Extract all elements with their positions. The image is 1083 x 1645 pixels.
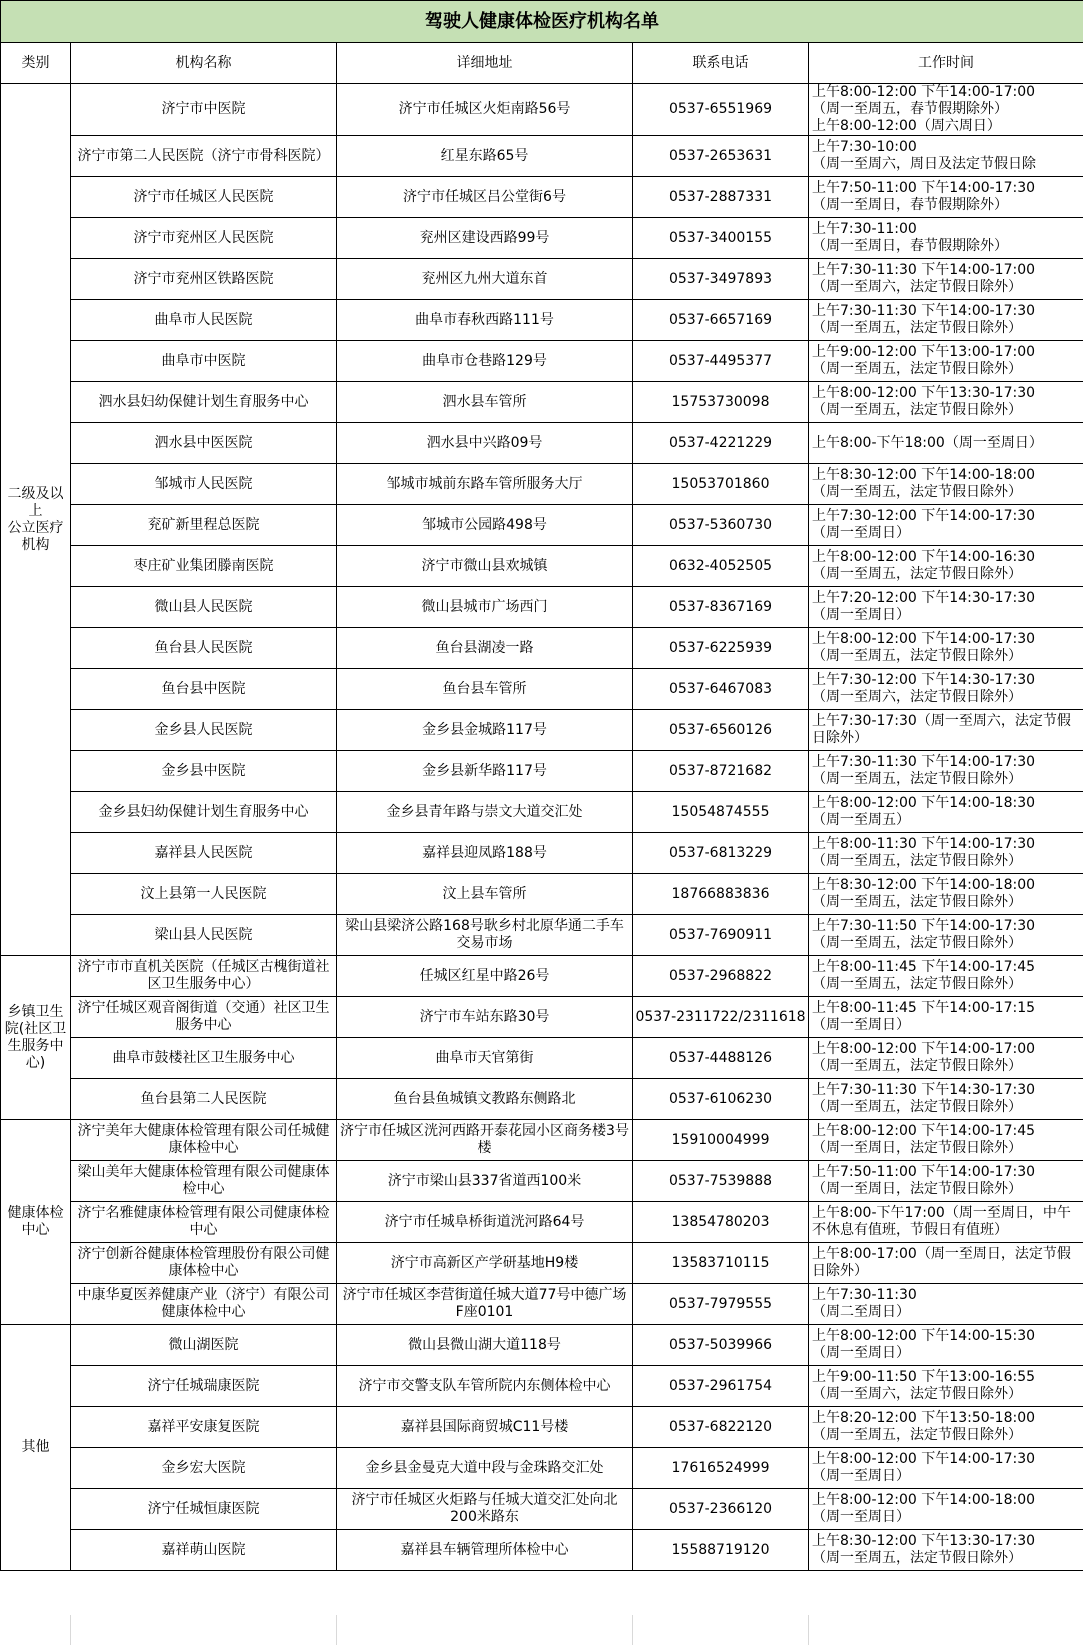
institution-name-cell: 微山县人民医院 [71, 587, 337, 628]
institution-name-cell: 济宁市兖州区铁路医院 [71, 259, 337, 300]
institution-name-cell: 兖矿新里程总医院 [71, 505, 337, 546]
phone-cell: 0537-7979555 [633, 1284, 809, 1325]
hours-cell: 上午8:00-下午18:00（周一至周日） [809, 423, 1083, 464]
table-row [1, 1530, 1083, 1571]
address-cell: 济宁市任城阜桥街道洸河路64号 [337, 1202, 633, 1243]
table-row [1, 874, 1083, 915]
table-row [1, 1243, 1083, 1284]
address-cell: 红星东路65号 [337, 136, 633, 177]
institution-name-cell: 梁山县人民医院 [71, 915, 337, 956]
hours-cell: 上午7:30-12:00 下午14:00-17:30 （周一至周日） [809, 505, 1083, 546]
hours-cell: 上午8:00-12:00 下午14:00-15:30 （周一至周日） [809, 1325, 1083, 1366]
institution-name-cell: 金乡宏大医院 [71, 1448, 337, 1489]
institution-name-cell: 泗水县妇幼保健计划生育服务中心 [71, 382, 337, 423]
phone-cell: 15753730098 [633, 382, 809, 423]
address-cell: 济宁市任城区李营街道任城大道77号中德广场F座0101 [337, 1284, 633, 1325]
table-row [1, 464, 1083, 505]
institution-name-cell: 济宁市第二人民医院（济宁市骨科医院） [71, 136, 337, 177]
hours-cell: 上午8:00-12:00 下午14:00-17:30 （周一至周五，法定节假日除外） [809, 628, 1083, 669]
phone-cell: 0537-6813229 [633, 833, 809, 874]
address-cell: 曲阜市春秋西路111号 [337, 300, 633, 341]
table-row [1, 1079, 1083, 1120]
institution-name-cell: 嘉祥萌山医院 [71, 1530, 337, 1571]
category-cell: 二级及以上 公立医疗机构 [1, 84, 71, 956]
institution-name-cell: 曲阜市中医院 [71, 341, 337, 382]
hours-cell: 上午7:30-17:30（周一至周六，法定节假日除外） [809, 710, 1083, 751]
institution-name-cell: 邹城市人民医院 [71, 464, 337, 505]
address-cell: 鱼台县湖凌一路 [337, 628, 633, 669]
phone-cell: 0537-8721682 [633, 751, 809, 792]
phone-cell: 0537-6225939 [633, 628, 809, 669]
institution-name-cell: 济宁任城瑞康医院 [71, 1366, 337, 1407]
table-row [1, 177, 1083, 218]
hours-cell: 上午7:30-11:50 下午14:00-17:30 （周一至周五，法定节假日除外） [809, 915, 1083, 956]
address-cell: 金乡县金城路117号 [337, 710, 633, 751]
institution-name-cell: 金乡县妇幼保健计划生育服务中心 [71, 792, 337, 833]
table-row [1, 915, 1083, 956]
phone-cell: 13854780203 [633, 1202, 809, 1243]
table-row [1, 84, 1083, 136]
table-row [1, 1161, 1083, 1202]
hours-cell: 上午7:30-10:00 （周一至周六，周日及法定节假日除 [809, 136, 1083, 177]
institution-name-cell: 泗水县中医医院 [71, 423, 337, 464]
address-cell: 微山县微山湖大道118号 [337, 1325, 633, 1366]
phone-cell: 15910004999 [633, 1120, 809, 1161]
phone-cell: 0537-6657169 [633, 300, 809, 341]
hours-cell: 上午8:00-11:45 下午14:00-17:45 （周一至周五，法定节假日除外） [809, 956, 1083, 997]
table-row [1, 997, 1083, 1038]
institution-name-cell: 汶上县第一人民医院 [71, 874, 337, 915]
table-row [1, 300, 1083, 341]
institution-name-cell: 嘉祥平安康复医院 [71, 1407, 337, 1448]
table-row [1, 382, 1083, 423]
table-row [1, 710, 1083, 751]
hours-cell: 上午8:00-12:00 下午14:00-18:00 （周一至周日） [809, 1489, 1083, 1530]
hours-cell: 上午7:30-11:30 （周二至周日） [809, 1284, 1083, 1325]
table-row [1, 1202, 1083, 1243]
header-address: 详细地址 [337, 43, 633, 84]
phone-cell: 0537-6467083 [633, 669, 809, 710]
hours-cell: 上午7:20-12:00 下午14:30-17:30 （周一至周日） [809, 587, 1083, 628]
hours-cell: 上午8:30-12:00 下午14:00-18:00 （周一至周五，法定节假日除外） [809, 464, 1083, 505]
hours-cell: 上午8:00-12:00 下午14:00-16:30 （周一至周五，法定节假日除外） [809, 546, 1083, 587]
address-cell: 济宁市微山县欢城镇 [337, 546, 633, 587]
phone-cell: 0537-2311722/2311618 [633, 997, 809, 1038]
address-cell: 嘉祥县迎凤路188号 [337, 833, 633, 874]
address-cell: 曲阜市天官第街 [337, 1038, 633, 1079]
hours-cell: 上午7:30-11:30 下午14:00-17:30 （周一至周五，法定节假日除外） [809, 751, 1083, 792]
phone-cell: 13583710115 [633, 1243, 809, 1284]
phone-cell: 0537-6106230 [633, 1079, 809, 1120]
institution-name-cell: 金乡县中医院 [71, 751, 337, 792]
hours-cell: 上午8:00-12:00 下午14:00-17:00 （周一至周五，春节假期除外） 上午8:00-12:00（周六周日） [809, 84, 1083, 136]
header-name: 机构名称 [71, 43, 337, 84]
phone-cell: 0537-2653631 [633, 136, 809, 177]
address-cell: 济宁市任城区吕公堂街6号 [337, 177, 633, 218]
institution-name-cell: 济宁美年大健康体检管理有限公司任城健康体检中心 [71, 1120, 337, 1161]
table-row [1, 1284, 1083, 1325]
table-row [1, 833, 1083, 874]
institution-name-cell: 济宁任城恒康医院 [71, 1489, 337, 1530]
hours-cell: 上午8:00-17:00（周一至周日，法定节假日除外） [809, 1243, 1083, 1284]
hours-cell: 上午7:30-11:30 下午14:00-17:30 （周一至周五，法定节假日除外） [809, 300, 1083, 341]
phone-cell: 0537-2366120 [633, 1489, 809, 1530]
address-cell: 曲阜市仓巷路129号 [337, 341, 633, 382]
hours-cell: 上午7:30-11:30 下午14:00-17:00 （周一至周六，法定节假日除外） [809, 259, 1083, 300]
phone-cell: 0537-8367169 [633, 587, 809, 628]
address-cell: 微山县城市广场西门 [337, 587, 633, 628]
phone-cell: 0537-2968822 [633, 956, 809, 997]
address-cell: 济宁市梁山县337省道西100米 [337, 1161, 633, 1202]
hours-cell: 上午7:50-11:00 下午14:00-17:30 （周一至周日，法定节假日除外） [809, 1161, 1083, 1202]
table-row [1, 423, 1083, 464]
institution-name-cell: 中康华夏医养健康产业（济宁）有限公司健康体检中心 [71, 1284, 337, 1325]
address-cell: 泗水县车管所 [337, 382, 633, 423]
table-row [1, 218, 1083, 259]
address-cell: 任城区红星中路26号 [337, 956, 633, 997]
institution-name-cell: 枣庄矿业集团滕南医院 [71, 546, 337, 587]
table-row [1, 751, 1083, 792]
hours-cell: 上午7:50-11:00 下午14:00-17:30 （周一至周日，春节假期除外） [809, 177, 1083, 218]
address-cell: 邹城市城前东路车管所服务大厅 [337, 464, 633, 505]
institution-name-cell: 微山湖医院 [71, 1325, 337, 1366]
institution-name-cell: 鱼台县第二人民医院 [71, 1079, 337, 1120]
institution-name-cell: 梁山美年大健康体检管理有限公司健康体检中心 [71, 1161, 337, 1202]
hours-cell: 上午8:00-11:45 下午14:00-17:15 （周一至周日） [809, 997, 1083, 1038]
table-row [1, 792, 1083, 833]
hours-cell: 上午8:30-12:00 下午14:00-18:00 （周一至周五，法定节假日除外） [809, 874, 1083, 915]
table-row [1, 546, 1083, 587]
institution-name-cell: 济宁任城区观音阁街道（交通）社区卫生服务中心 [71, 997, 337, 1038]
table-row [1, 669, 1083, 710]
address-cell: 济宁市任城区火炬路与任城大道交汇处向北200米路东 [337, 1489, 633, 1530]
hours-cell: 上午8:00-12:00 下午14:00-18:30 （周一至周五） [809, 792, 1083, 833]
hours-cell: 上午7:30-12:00 下午14:30-17:30 （周一至周六，法定节假日除外） [809, 669, 1083, 710]
phone-cell: 0537-5039966 [633, 1325, 809, 1366]
phone-cell: 0537-2961754 [633, 1366, 809, 1407]
phone-cell: 15053701860 [633, 464, 809, 505]
address-cell: 金乡县新华路117号 [337, 751, 633, 792]
hours-cell: 上午9:00-11:50 下午13:00-16:55 （周一至周六，法定节假日除外） [809, 1366, 1083, 1407]
institution-name-cell: 济宁市任城区人民医院 [71, 177, 337, 218]
address-cell: 济宁市交警支队车管所院内东侧体检中心 [337, 1366, 633, 1407]
table-row [1, 1407, 1083, 1448]
table-title: 驾驶人健康体检医疗机构名单 [1, 1, 1083, 43]
header-category: 类别 [1, 43, 71, 84]
hours-cell: 上午8:00-下午17:00（周一至周日，中午不休息有值班，节假日有值班） [809, 1202, 1083, 1243]
phone-cell: 0537-5360730 [633, 505, 809, 546]
category-cell: 乡镇卫生院(社区卫生服务中心) [1, 956, 71, 1120]
phone-cell: 0537-6560126 [633, 710, 809, 751]
institution-name-cell: 金乡县人民医院 [71, 710, 337, 751]
institution-name-cell: 济宁市兖州区人民医院 [71, 218, 337, 259]
table-row [1, 1038, 1083, 1079]
hours-cell: 上午7:30-11:30 下午14:30-17:30 （周一至周五，法定节假日除外） [809, 1079, 1083, 1120]
address-cell: 金乡县青年路与崇文大道交汇处 [337, 792, 633, 833]
institution-name-cell: 济宁市市直机关医院（任城区古槐街道社区卫生服务中心） [71, 956, 337, 997]
phone-cell: 0537-7539888 [633, 1161, 809, 1202]
institution-name-cell: 鱼台县人民医院 [71, 628, 337, 669]
table-row [1, 956, 1083, 997]
address-cell: 嘉祥县国际商贸城C11号楼 [337, 1407, 633, 1448]
table-row [1, 505, 1083, 546]
category-cell: 健康体检中心 [1, 1120, 71, 1325]
table-row [1, 341, 1083, 382]
address-cell: 梁山县梁济公路168号耿乡村北原华通二手车交易市场 [337, 915, 633, 956]
address-cell: 汶上县车管所 [337, 874, 633, 915]
table-row [1, 1489, 1083, 1530]
hours-cell: 上午8:20-12:00 下午13:50-18:00 （周一至周五，法定节假日除外） [809, 1407, 1083, 1448]
phone-cell: 0537-3400155 [633, 218, 809, 259]
hours-cell: 上午8:00-11:30 下午14:00-17:30 （周一至周五，法定节假日除外） [809, 833, 1083, 874]
address-cell: 嘉祥县车辆管理所体检中心 [337, 1530, 633, 1571]
address-cell: 鱼台县鱼城镇文教路东侧路北 [337, 1079, 633, 1120]
table-row [1, 587, 1083, 628]
table-row [1, 136, 1083, 177]
address-cell: 泗水县中兴路09号 [337, 423, 633, 464]
phone-cell: 0537-7690911 [633, 915, 809, 956]
institution-name-cell: 济宁市中医院 [71, 84, 337, 136]
hours-cell: 上午8:00-12:00 下午14:00-17:30 （周一至周日） [809, 1448, 1083, 1489]
phone-cell: 18766883836 [633, 874, 809, 915]
hours-cell: 上午8:00-12:00 下午13:30-17:30 （周一至周五，法定节假日除外） [809, 382, 1083, 423]
phone-cell: 0537-4495377 [633, 341, 809, 382]
address-cell: 金乡县金曼克大道中段与金珠路交汇处 [337, 1448, 633, 1489]
phone-cell: 0537-3497893 [633, 259, 809, 300]
institution-name-cell: 鱼台县中医院 [71, 669, 337, 710]
address-cell: 邹城市公园路498号 [337, 505, 633, 546]
address-cell: 兖州区建设西路99号 [337, 218, 633, 259]
phone-cell: 0537-2887331 [633, 177, 809, 218]
phone-cell: 0537-4488126 [633, 1038, 809, 1079]
address-cell: 济宁市高新区产学研基地H9楼 [337, 1243, 633, 1284]
table-row [1, 259, 1083, 300]
institution-name-cell: 嘉祥县人民医院 [71, 833, 337, 874]
institution-name-cell: 济宁创新谷健康体检管理股份有限公司健康体检中心 [71, 1243, 337, 1284]
phone-cell: 0632-4052505 [633, 546, 809, 587]
phone-cell: 15588719120 [633, 1530, 809, 1571]
table-row [1, 1325, 1083, 1366]
phone-cell: 0537-4221229 [633, 423, 809, 464]
hours-cell: 上午9:00-12:00 下午13:00-17:00 （周一至周五，法定节假日除外） [809, 341, 1083, 382]
table-row [1, 1448, 1083, 1489]
table-row [1, 1366, 1083, 1407]
phone-cell: 0537-6822120 [633, 1407, 809, 1448]
institution-name-cell: 济宁名雅健康体检管理有限公司健康体检中心 [71, 1202, 337, 1243]
table-row [1, 1120, 1083, 1161]
phone-cell: 0537-6551969 [633, 84, 809, 136]
address-cell: 兖州区九州大道东首 [337, 259, 633, 300]
address-cell: 济宁市任城区火炬南路56号 [337, 84, 633, 136]
address-cell: 鱼台县车管所 [337, 669, 633, 710]
table-body [1, 84, 1083, 1571]
institution-name-cell: 曲阜市鼓楼社区卫生服务中心 [71, 1038, 337, 1079]
category-cell: 其他 [1, 1325, 71, 1571]
hours-cell: 上午8:00-12:00 下午14:00-17:00 （周一至周五，法定节假日除外） [809, 1038, 1083, 1079]
phone-cell: 17616524999 [633, 1448, 809, 1489]
phone-cell: 15054874555 [633, 792, 809, 833]
hours-cell: 上午8:30-12:00 下午13:30-17:30 （周一至周五，法定节假日除外） [809, 1530, 1083, 1571]
table-row [1, 628, 1083, 669]
empty-grid-rows [0, 1615, 1083, 1645]
header-phone: 联系电话 [633, 43, 809, 84]
institution-name-cell: 曲阜市人民医院 [71, 300, 337, 341]
hours-cell: 上午7:30-11:00 （周一至周日，春节假期除外） [809, 218, 1083, 259]
address-cell: 济宁市车站东路30号 [337, 997, 633, 1038]
header-hours: 工作时间 [809, 43, 1083, 84]
hours-cell: 上午8:00-12:00 下午14:00-17:45 （周一至周日，法定节假日除外） [809, 1120, 1083, 1161]
address-cell: 济宁市任城区洸河西路开泰花园小区商务楼3号楼 [337, 1120, 633, 1161]
